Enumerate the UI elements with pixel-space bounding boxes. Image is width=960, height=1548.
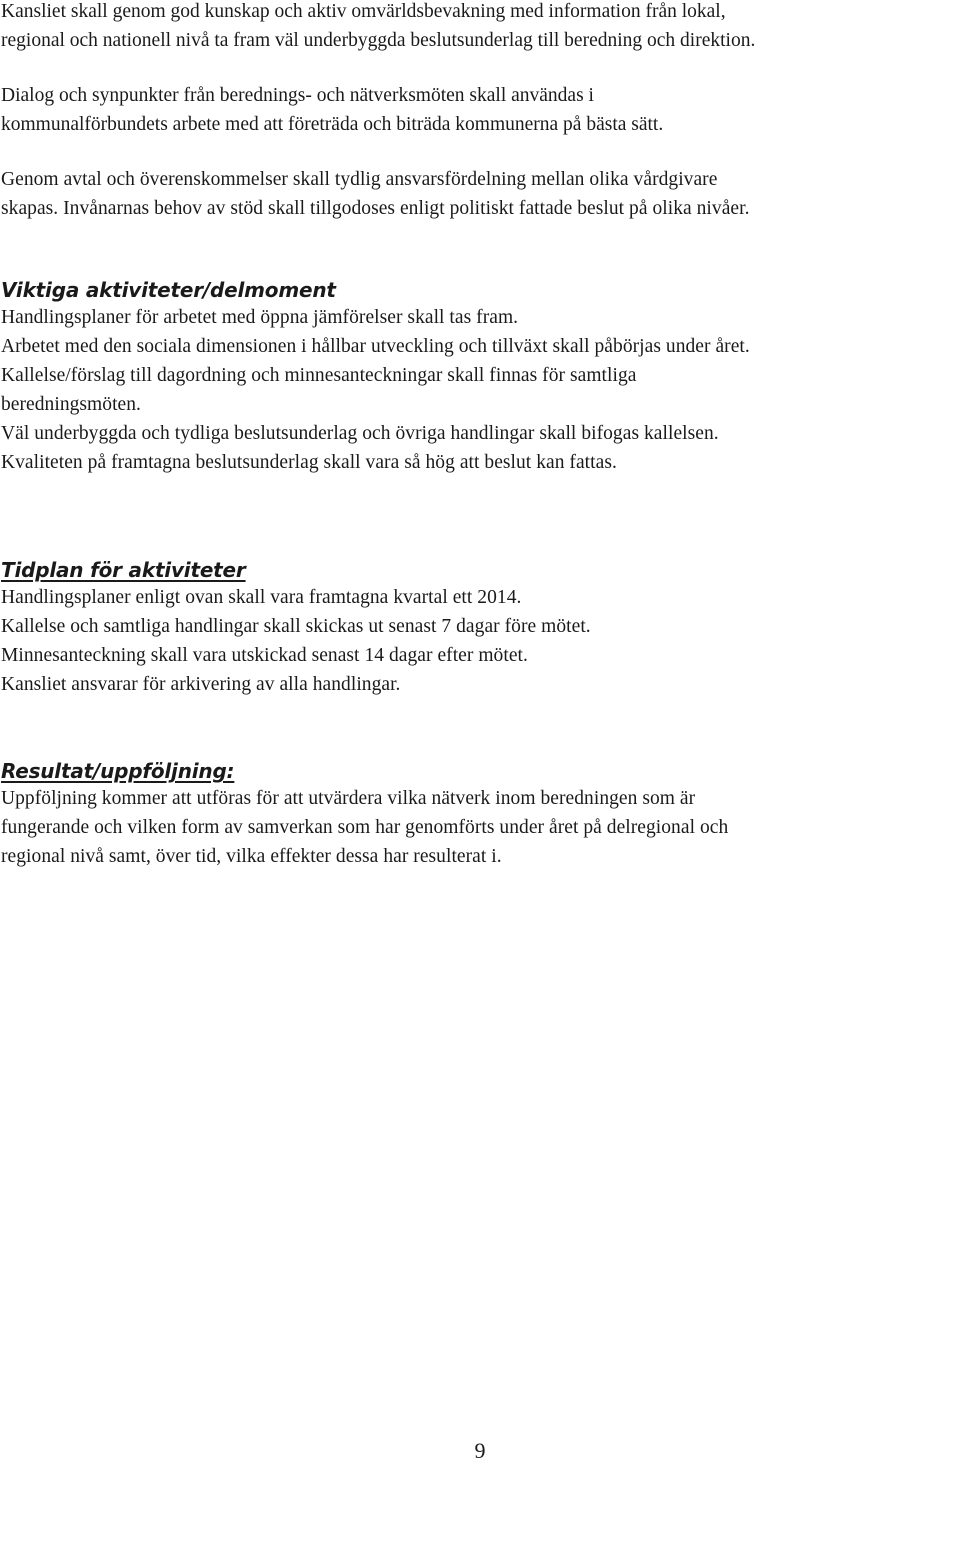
document-page bbox=[1, 0, 953, 871]
text-line: Kallelse och samtliga handlingar skall skickas ut senast 7 dagar före mötet. bbox=[1, 616, 591, 637]
text-line: Genom avtal och överenskommelser skall tydlig ansvarsfördelning mellan olika vårdgivare bbox=[1, 169, 718, 190]
text-line: Handlingsplaner för arbetet med öppna jämförelser skall tas fram. bbox=[1, 307, 519, 328]
section-heading-results: Resultat/uppföljning: bbox=[1, 759, 235, 783]
text-line: Kallelse/förslag till dagordning och minnesanteckningar skall finnas för samtliga bbox=[1, 365, 637, 386]
text-line: skapas. Invånarnas behov av stöd skall tillgodoses enligt politiskt fattade beslut på olika nivåer. bbox=[1, 198, 750, 219]
text-line: kommunalförbundets arbete med att företräda och biträda kommunerna på bästa sätt. bbox=[1, 114, 664, 135]
text-line: Uppföljning kommer att utföras för att utvärdera vilka nätverk inom beredningen som är bbox=[1, 788, 696, 809]
text-line: beredningsmöten. bbox=[1, 394, 141, 415]
text-line: Kansliet ansvarar för arkivering av alla handlingar. bbox=[1, 674, 401, 695]
text-line: Väl underbyggda och tydliga beslutsunderlag och övriga handlingar skall bifogas kallelsen. bbox=[1, 423, 719, 444]
text-line: regional nivå samt, över tid, vilka effekter dessa har resulterat i. bbox=[1, 846, 502, 867]
text-line: Arbetet med den sociala dimensionen i hållbar utveckling och tillväxt skall påbörjas under året. bbox=[1, 336, 750, 357]
results-paragraph bbox=[1, 784, 953, 871]
intro-paragraph-3 bbox=[1, 165, 953, 223]
intro-paragraph-2 bbox=[1, 81, 953, 139]
schedule-list bbox=[1, 583, 953, 699]
section-heading-activities: Viktiga aktiviteter/delmoment bbox=[1, 278, 336, 302]
section-heading-schedule: Tidplan för aktiviteter bbox=[1, 558, 246, 582]
activities-list bbox=[1, 303, 953, 477]
text-line: Kvaliteten på framtagna beslutsunderlag skall vara så hög att beslut kan fattas. bbox=[1, 452, 617, 473]
text-line: Kansliet skall genom god kunskap och aktiv omvärldsbevakning med information från lokal, bbox=[1, 1, 726, 22]
text-line: fungerande och vilken form av samverkan som har genomförts under året på delregional och bbox=[1, 817, 729, 838]
page-number: 9 bbox=[474, 1438, 486, 1463]
text-line: regional och nationell nivå ta fram väl underbyggda beslutsunderlag till beredning och direktion. bbox=[1, 30, 756, 51]
intro-paragraph-1 bbox=[1, 0, 953, 55]
text-line: Handlingsplaner enligt ovan skall vara framtagna kvartal ett 2014. bbox=[1, 587, 522, 608]
text-line: Dialog och synpunkter från berednings- och nätverksmöten skall användas i bbox=[1, 85, 594, 106]
text-line: Minnesanteckning skall vara utskickad senast 14 dagar efter mötet. bbox=[1, 645, 528, 666]
